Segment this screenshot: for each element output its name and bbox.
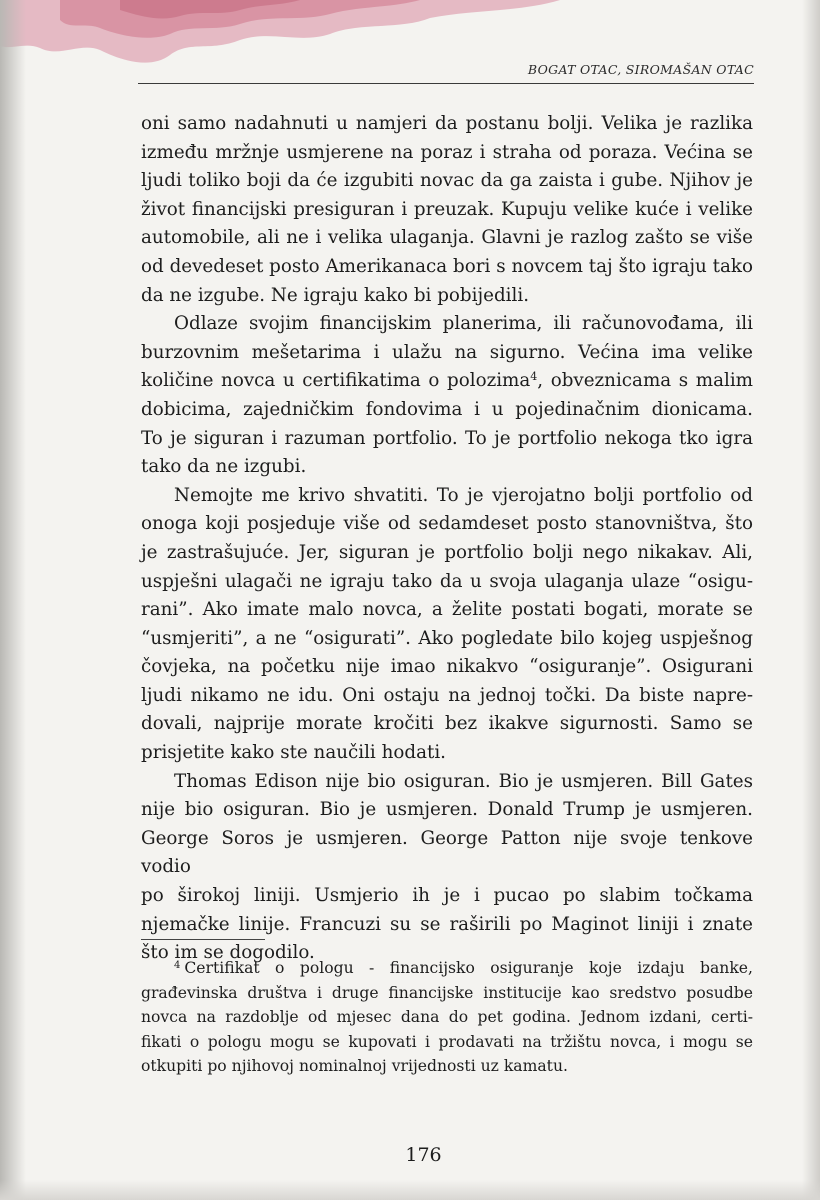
footnote-marker: 4 (174, 960, 181, 971)
footnote-line: otkupiti po njihovoj nominalnoj vrijednosti uz kamatu. (141, 1057, 568, 1075)
text-line: da ne izgube. Ne igraju kako bi pobijedili. (141, 284, 530, 306)
header-rule (138, 83, 754, 84)
text-line: ljudi nikamo ne idu. Oni ostaju na jednoj točki. Da biste napre- (141, 684, 753, 706)
text-line: “usmjeriti”, a ne “osigurati”. Ako pogledate bilo kojeg uspješnog (141, 627, 753, 649)
paragraph-1 (141, 110, 753, 310)
page-gutter-shadow (0, 0, 26, 1200)
text-line: oni samo nadahnuti u namjeri da postanu bolji. Velika je razlika (141, 113, 753, 134)
text-line: burzovnim mešetarima i ulažu na sigurno. Većina ima velike (141, 341, 753, 363)
text-line: od devedeset posto Amerikanaca bori s novcem taj što igraju tako (141, 255, 753, 277)
text-line: između mržnje usmjerene na poraz i straha od poraza. Većina se (141, 141, 753, 163)
body-text (141, 110, 753, 968)
text-line: njemačke linije. Francuzi su se raširili po Maginot liniji i znate (141, 913, 753, 935)
paragraph-3 (141, 482, 753, 768)
text-line: nije bio osiguran. Bio je usmjeren. Donald Trump je usmjeren. (141, 799, 753, 821)
text-line: onoga koji posjeduje više od sedamdeset posto stanovništva, što (141, 513, 753, 535)
text-line: prisjetite kako ste naučili hodati. (141, 742, 446, 764)
footnote-reference[interactable]: 4 (530, 370, 538, 384)
text-line: tako da ne izgubi. (141, 456, 307, 478)
footnote (141, 954, 753, 1079)
text-line: Nemojte me krivo shvatiti. To je vjerojatno bolji portfolio od (174, 484, 753, 506)
text-line: čovjeka, na početku nije imao nikakvo “osiguranje”. Osigurani (141, 656, 753, 678)
text-line: dobicima, zajedničkim fondovima i u pojedinačnim dionicama. (141, 398, 753, 420)
page-bottom-edge (0, 1180, 820, 1200)
footnote-line (141, 954, 753, 981)
text-line: život financijski presiguran i preuzak. Kupuju velike kuće i velike (141, 198, 753, 220)
text-line: Odlaze svojim financijskim planerima, ili računovođama, ili (174, 313, 753, 335)
text-line: je zastrašujuće. Jer, siguran je portfolio bolji nego nikakav. Ali, (141, 541, 753, 563)
footnote-line: fikati o pologu mogu se kupovati i prodavati na tržištu novca, i mogu se (141, 1032, 753, 1051)
text-line: rani”. Ako imate malo novca, a želite postati bogati, morate se (141, 599, 753, 621)
footnote-rule (141, 939, 265, 940)
footnote-line: novca na razdoblje od mjesec dana do pet godina. Jednom izdani, certi- (141, 1008, 753, 1026)
page-right-edge (802, 0, 820, 1200)
text-line: George Soros je usmjeren. George Patton nije svoje tenkove vodio (141, 827, 753, 878)
text-line: dovali, najprije morate kročiti bez ikakve sigurnosti. Samo se (141, 713, 753, 735)
text-fragment: količine novca u certifikatima o polozima (141, 370, 531, 392)
paragraph-4 (141, 768, 753, 968)
paragraph-2 (141, 310, 753, 482)
text-fragment: , obveznicama s malim (537, 370, 753, 392)
text-line: po širokoj liniji. Usmjerio ih je i pucao po slabim točkama (141, 885, 753, 907)
page-number: 176 (405, 1144, 442, 1166)
text-line: To je siguran i razuman portfolio. To je portfolio nekoga tko igra (141, 427, 753, 449)
text-line: što im se dogodilo. (141, 942, 315, 964)
text-line: automobile, ali ne i velika ulaganja. Glavni je razlog zašto se više (141, 227, 753, 249)
footnote-line: građevinska društva i druge financijske institucije kao sredstvo posudbe (141, 983, 753, 1002)
text-line: uspješni ulagači ne igraju tako da u svoja ulaganja ulaze “osigu- (141, 570, 753, 592)
text-line: Thomas Edison nije bio osiguran. Bio je usmjeren. Bill Gates (174, 770, 753, 792)
text-line: ljudi toliko boji da će izgubiti novac da ga zaista i gube. Njihov je (141, 170, 753, 192)
text-fragment: Certifikat o pologu - financijsko osiguranje koje izdaju banke, (184, 959, 753, 977)
text-line-with-note (141, 367, 753, 396)
running-header: BOGAT OTAC, SIROMAŠAN OTAC (527, 62, 754, 77)
